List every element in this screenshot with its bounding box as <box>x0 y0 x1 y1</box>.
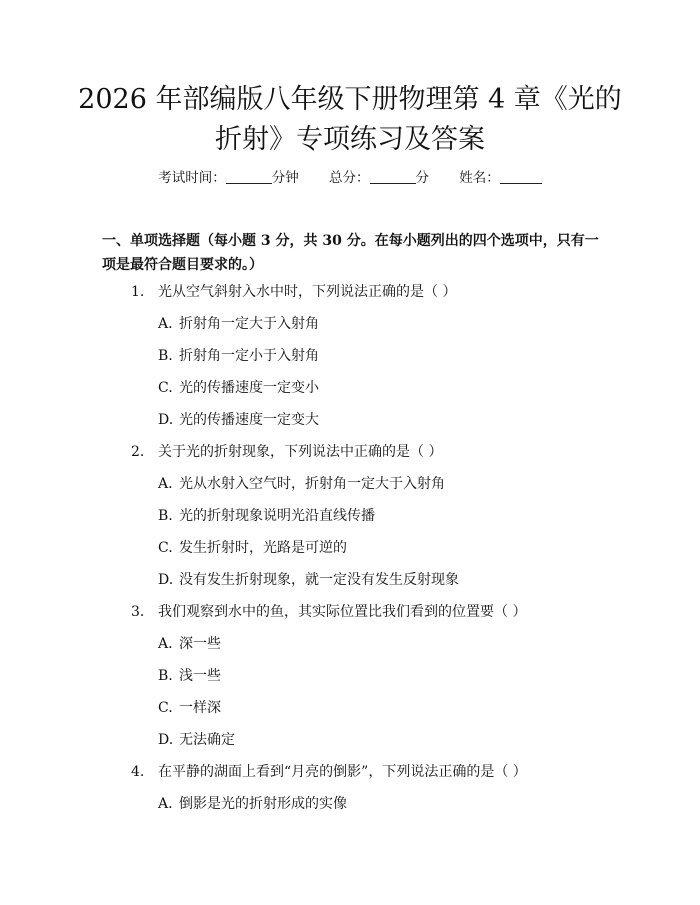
document-title-line-1: 2026 年部编版八年级下册物理第 4 章《光的 <box>78 84 622 115</box>
exam-time-unit: 分钟 <box>271 170 299 186</box>
question-3-option-b[interactable] <box>158 666 221 686</box>
option-text: 折射角一定小于入射角 <box>179 348 319 364</box>
option-letter: B. <box>158 508 173 524</box>
option-letter: A. <box>158 476 173 492</box>
section-heading-single-choice: 一、单项选择题（每小题 3 分，共 30 分。在每小题列出的四个选项中，只有一项是最符合题目要求的。） <box>102 233 599 273</box>
exam-time-blank[interactable] <box>226 169 272 184</box>
document-title-line-2: 折射》专项练习及答案 <box>215 124 485 155</box>
total-score-label: 总分： <box>329 170 370 186</box>
option-text: 光的折射现象说明光沿直线传播 <box>179 508 375 524</box>
question-2 <box>131 442 442 462</box>
total-score-field <box>329 168 429 188</box>
question-text: 在平静的湖面上看到“月亮的倒影”，下列说法正确的是（ ） <box>158 764 527 780</box>
question-3-option-a[interactable] <box>158 634 221 654</box>
question-1-option-b[interactable] <box>158 346 319 366</box>
question-1-option-c[interactable] <box>158 378 319 398</box>
question-2-option-c[interactable] <box>158 538 347 558</box>
option-text: 浅一些 <box>179 668 221 684</box>
question-1 <box>131 282 456 302</box>
question-3-option-d[interactable] <box>158 730 235 750</box>
option-letter: A. <box>158 636 173 652</box>
question-1-option-a[interactable] <box>158 314 319 334</box>
total-score-blank[interactable] <box>370 169 416 184</box>
option-text: 折射角一定大于入射角 <box>179 316 319 332</box>
question-2-option-a[interactable] <box>158 474 445 494</box>
question-text: 我们观察到水中的鱼，其实际位置比我们看到的位置要（ ） <box>158 604 527 620</box>
option-text: 倒影是光的折射形成的实像 <box>179 796 347 812</box>
question-number: 4. <box>131 764 145 780</box>
option-text: 没有发生折射现象，就一定没有发生反射现象 <box>179 572 459 588</box>
question-text: 关于光的折射现象，下列说法中正确的是（ ） <box>158 444 443 460</box>
option-text: 光从水射入空气时，折射角一定大于入射角 <box>179 476 445 492</box>
question-text: 光从空气斜射入水中时，下列说法正确的是（ ） <box>158 284 457 300</box>
option-text: 无法确定 <box>179 732 235 748</box>
question-2-option-d[interactable] <box>158 570 459 590</box>
exam-time-field <box>158 168 299 188</box>
student-name-label: 姓名： <box>459 170 500 186</box>
option-text: 光的传播速度一定变大 <box>179 412 319 428</box>
question-4 <box>131 762 527 782</box>
total-score-unit: 分 <box>415 170 429 186</box>
question-1-option-d[interactable] <box>158 410 319 430</box>
question-4-option-a[interactable] <box>158 794 347 814</box>
question-3 <box>131 602 526 622</box>
option-letter: D. <box>158 732 174 748</box>
option-text: 深一些 <box>179 636 221 652</box>
option-letter: A. <box>158 796 173 812</box>
option-letter: B. <box>158 668 173 684</box>
student-name-field <box>459 168 542 188</box>
student-name-blank[interactable] <box>500 169 542 184</box>
option-text: 光的传播速度一定变小 <box>179 380 319 396</box>
option-letter: B. <box>158 348 173 364</box>
option-text: 发生折射时，光路是可逆的 <box>179 540 347 556</box>
question-3-option-c[interactable] <box>158 698 221 718</box>
question-number: 3. <box>131 604 145 620</box>
option-letter: D. <box>158 412 174 428</box>
exam-info-row <box>0 168 700 188</box>
question-number: 1. <box>131 284 145 300</box>
exam-time-label: 考试时间： <box>158 170 226 186</box>
option-letter: C. <box>158 540 173 556</box>
option-text: 一样深 <box>179 700 221 716</box>
option-letter: A. <box>158 316 173 332</box>
option-letter: D. <box>158 572 174 588</box>
question-number: 2. <box>131 444 145 460</box>
option-letter: C. <box>158 380 173 396</box>
option-letter: C. <box>158 700 173 716</box>
question-2-option-b[interactable] <box>158 506 375 526</box>
